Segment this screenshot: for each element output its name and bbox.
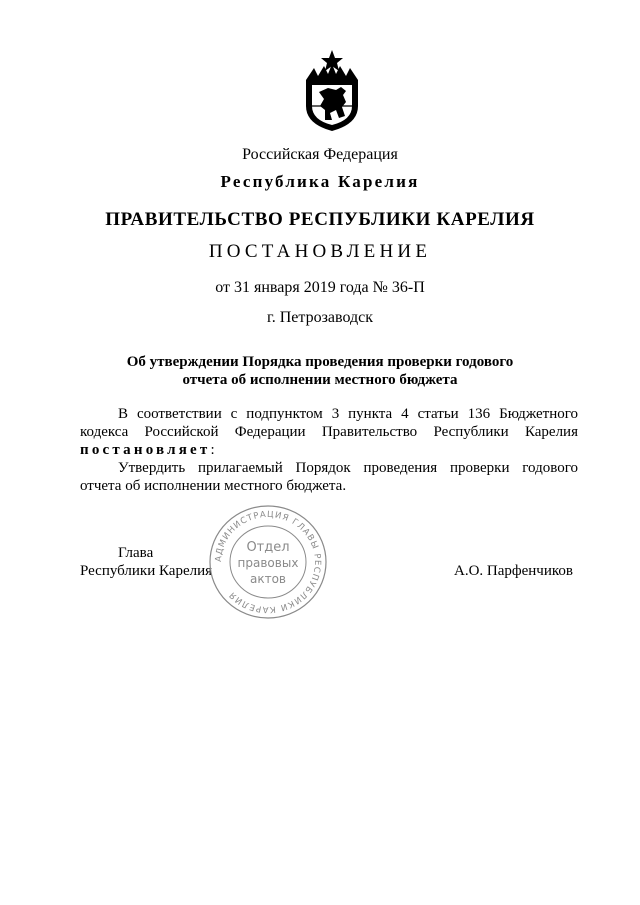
preamble-line-2: кодекса Российской Федерации Правительство Республики Карелия <box>80 424 578 440</box>
decree-type: ПОСТАНОВЛЕНИЕ <box>208 241 432 262</box>
resolves-keyword: постановляет <box>80 442 211 458</box>
signatory-name: А.О. Парфенчиков <box>454 563 573 579</box>
federation-title: Российская Федерация <box>242 146 398 163</box>
city: г. Петрозаводск <box>266 309 374 326</box>
karelia-coat-of-arms-icon <box>302 50 362 132</box>
signatory-title: Глава <box>118 545 154 561</box>
signatory-position: Республики Карелия <box>80 563 213 579</box>
preamble-line-1: В соответствии с подпунктом 3 пункта 4 статьи 136 Бюджетного <box>118 406 578 422</box>
decree-date-number: от 31 января 2019 года № 36-П <box>215 279 425 296</box>
decree-subject <box>80 353 560 389</box>
subject-line-2: отчета об исполнении местного бюджета <box>182 372 458 388</box>
resolution-line-2: отчета об исполнении местного бюджета. <box>80 478 347 494</box>
subject-line-1: Об утверждении Порядка проведения проверки годового <box>126 354 514 370</box>
stamp-line-1: Отдел <box>246 540 290 555</box>
resolution-line-1: Утвердить прилагаемый Порядок проведения проверки годового <box>118 460 578 476</box>
government-title: ПРАВИТЕЛЬСТВО РЕСПУБЛИКИ КАРЕЛИЯ <box>105 209 535 230</box>
preamble-line-3 <box>80 441 578 459</box>
legal-department-stamp <box>206 503 330 621</box>
resolves-colon: : <box>210 442 215 458</box>
stamp-line-2: правовых <box>237 556 299 570</box>
paragraph-resolution <box>80 459 578 495</box>
republic-title: Республика Карелия <box>220 172 420 191</box>
stamp-line-3: актов <box>249 572 287 586</box>
stamp-ring-text: АДМИНИСТРАЦИЯ ГЛАВЫ РЕСПУБЛИКИ КАРЕЛИЯ <box>213 509 323 615</box>
paragraph-preamble <box>80 405 578 459</box>
